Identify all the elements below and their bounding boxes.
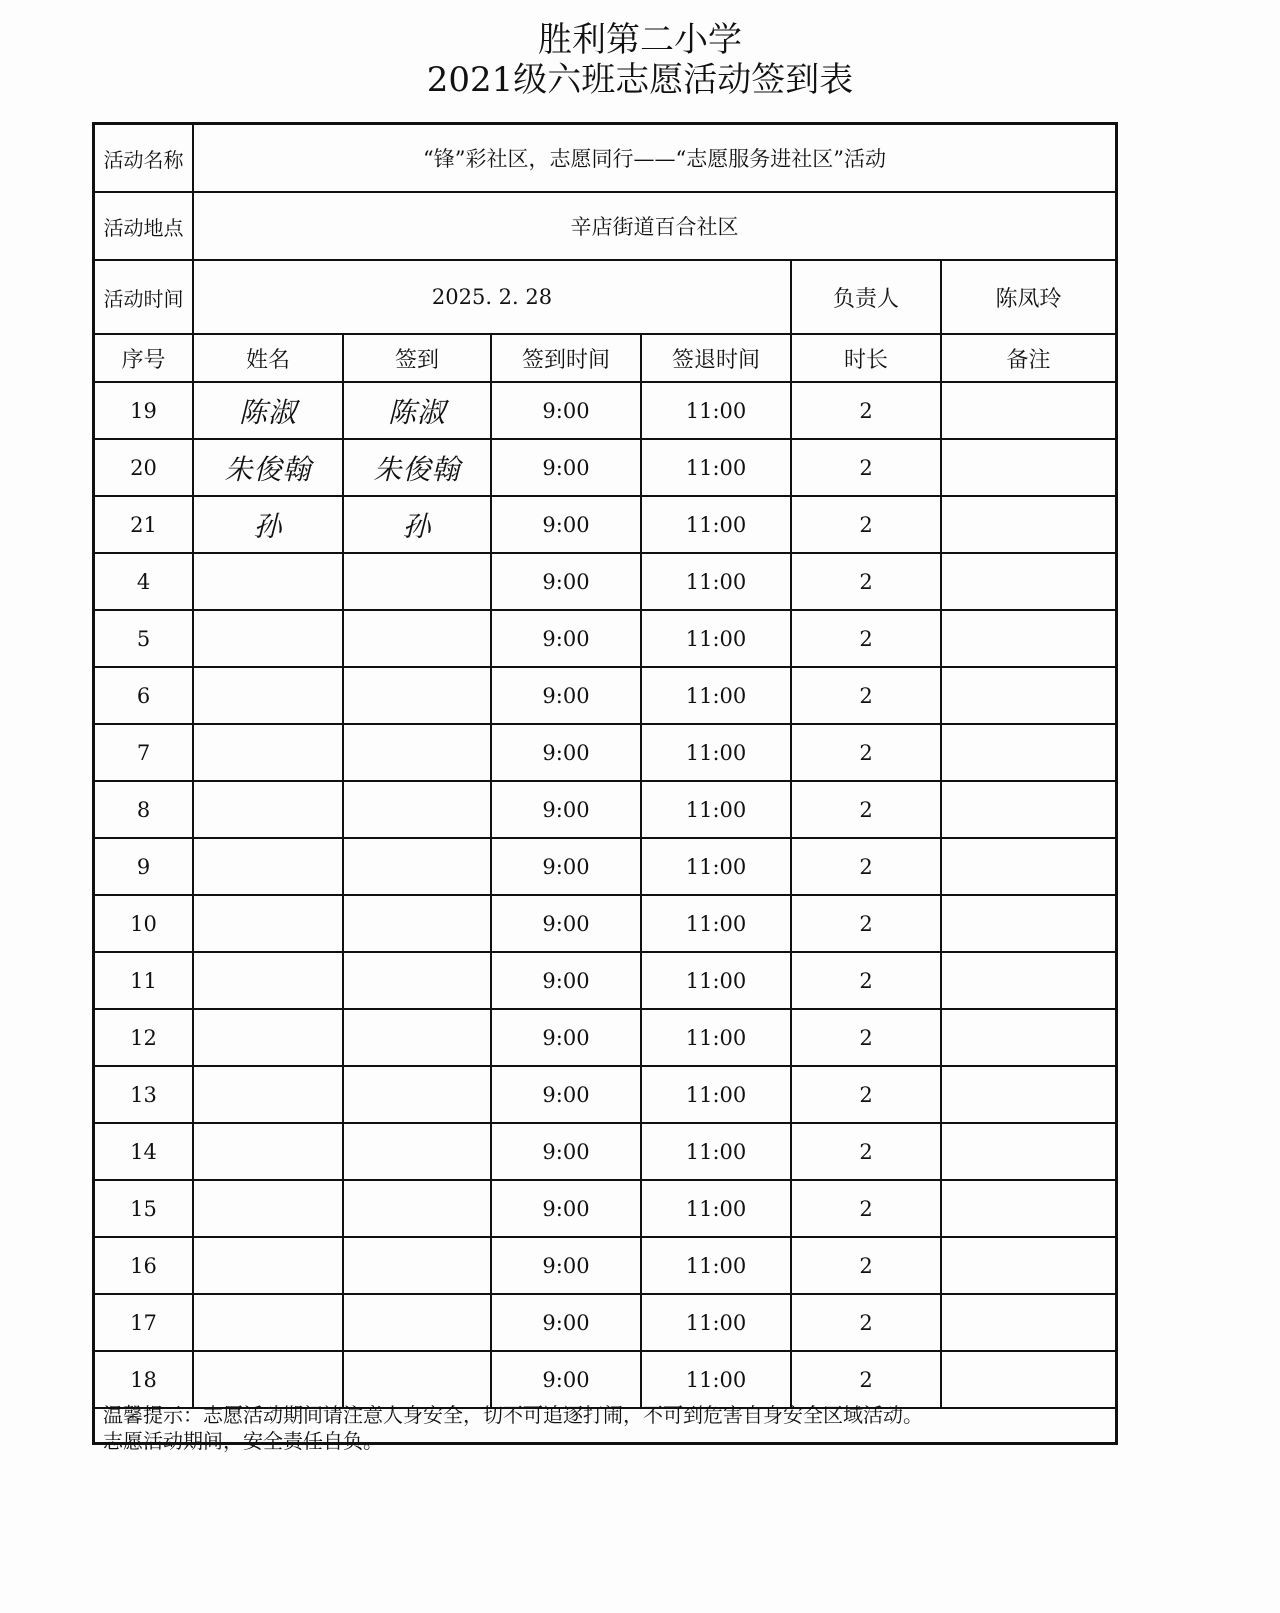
cell-no: 14 xyxy=(95,1123,193,1180)
activity-location-row xyxy=(95,192,1115,260)
cell-note xyxy=(941,895,1115,952)
cell-checkout-time: 11:00 xyxy=(641,1351,791,1408)
table-row xyxy=(95,1009,1115,1066)
cell-no: 16 xyxy=(95,1237,193,1294)
cell-checkout-time: 11:00 xyxy=(641,895,791,952)
col-header-duration: 时长 xyxy=(791,334,941,382)
cell-note xyxy=(941,1180,1115,1237)
cell-name xyxy=(193,667,343,724)
cell-signature xyxy=(343,724,491,781)
cell-duration: 2 xyxy=(791,952,941,1009)
cell-signature xyxy=(343,838,491,895)
cell-name xyxy=(193,1237,343,1294)
table-row xyxy=(95,1237,1115,1294)
cell-duration: 2 xyxy=(791,610,941,667)
cell-name xyxy=(193,1180,343,1237)
cell-signature: 孙 xyxy=(343,496,491,553)
table-row xyxy=(95,610,1115,667)
table-row xyxy=(95,667,1115,724)
cell-duration: 2 xyxy=(791,1237,941,1294)
leader-value: 陈凤玲 xyxy=(941,260,1115,334)
cell-no: 5 xyxy=(95,610,193,667)
cell-checkout-time: 11:00 xyxy=(641,1009,791,1066)
leader-label: 负责人 xyxy=(791,260,941,334)
cell-name xyxy=(193,781,343,838)
cell-name xyxy=(193,1294,343,1351)
cell-checkout-time: 11:00 xyxy=(641,838,791,895)
cell-checkout-time: 11:00 xyxy=(641,724,791,781)
table-row xyxy=(95,382,1115,439)
cell-duration: 2 xyxy=(791,1180,941,1237)
cell-checkin-time: 9:00 xyxy=(491,724,641,781)
cell-no: 7 xyxy=(95,724,193,781)
cell-signature xyxy=(343,1294,491,1351)
cell-no: 20 xyxy=(95,439,193,496)
cell-checkout-time: 11:00 xyxy=(641,1180,791,1237)
cell-duration: 2 xyxy=(791,667,941,724)
cell-signature: 陈淑 xyxy=(343,382,491,439)
col-header-checkin-time: 签到时间 xyxy=(491,334,641,382)
table-row xyxy=(95,895,1115,952)
cell-note xyxy=(941,667,1115,724)
cell-checkin-time: 9:00 xyxy=(491,610,641,667)
safety-notice xyxy=(103,1402,923,1454)
cell-signature xyxy=(343,667,491,724)
safety-notice-line-2: 志愿活动期间，安全责任自负。 xyxy=(103,1429,383,1453)
cell-note xyxy=(941,1294,1115,1351)
cell-no: 11 xyxy=(95,952,193,1009)
cell-signature xyxy=(343,610,491,667)
cell-note xyxy=(941,439,1115,496)
cell-signature xyxy=(343,781,491,838)
table-row xyxy=(95,1066,1115,1123)
cell-duration: 2 xyxy=(791,496,941,553)
cell-checkout-time: 11:00 xyxy=(641,382,791,439)
cell-duration: 2 xyxy=(791,1066,941,1123)
col-header-sign: 签到 xyxy=(343,334,491,382)
cell-signature xyxy=(343,952,491,1009)
table-row xyxy=(95,553,1115,610)
cell-checkin-time: 9:00 xyxy=(491,382,641,439)
cell-checkout-time: 11:00 xyxy=(641,667,791,724)
cell-note xyxy=(941,610,1115,667)
cell-signature xyxy=(343,1123,491,1180)
cell-signature xyxy=(343,895,491,952)
cell-checkin-time: 9:00 xyxy=(491,952,641,1009)
cell-no: 8 xyxy=(95,781,193,838)
cell-name: 陈淑 xyxy=(193,382,343,439)
school-name: 胜利第二小学 xyxy=(538,20,742,60)
cell-checkout-time: 11:00 xyxy=(641,952,791,1009)
cell-note xyxy=(941,952,1115,1009)
cell-checkin-time: 9:00 xyxy=(491,838,641,895)
cell-no: 17 xyxy=(95,1294,193,1351)
cell-no: 15 xyxy=(95,1180,193,1237)
table-row xyxy=(95,1123,1115,1180)
table-row xyxy=(95,439,1115,496)
cell-checkin-time: 9:00 xyxy=(491,781,641,838)
signin-sheet xyxy=(92,122,1118,1453)
cell-name xyxy=(193,553,343,610)
cell-checkout-time: 11:00 xyxy=(641,553,791,610)
cell-note xyxy=(941,724,1115,781)
cell-checkin-time: 9:00 xyxy=(491,1351,641,1408)
table-row xyxy=(95,838,1115,895)
cell-no: 4 xyxy=(95,553,193,610)
cell-signature xyxy=(343,1180,491,1237)
cell-checkin-time: 9:00 xyxy=(491,439,641,496)
cell-name xyxy=(193,895,343,952)
cell-checkout-time: 11:00 xyxy=(641,1294,791,1351)
cell-note xyxy=(941,1009,1115,1066)
cell-note xyxy=(941,781,1115,838)
col-header-note: 备注 xyxy=(941,334,1115,382)
activity-time-row xyxy=(95,260,1115,334)
cell-signature xyxy=(343,1237,491,1294)
cell-no: 21 xyxy=(95,496,193,553)
cell-duration: 2 xyxy=(791,838,941,895)
cell-duration: 2 xyxy=(791,1123,941,1180)
activity-name-value: “锋”彩社区，志愿同行——“志愿服务进社区”活动 xyxy=(193,125,1115,192)
cell-no: 10 xyxy=(95,895,193,952)
cell-checkin-time: 9:00 xyxy=(491,1180,641,1237)
cell-name xyxy=(193,952,343,1009)
cell-checkin-time: 9:00 xyxy=(491,895,641,952)
activity-time-value: 2025. 2. 28 xyxy=(193,260,791,334)
cell-name: 朱俊翰 xyxy=(193,439,343,496)
cell-name xyxy=(193,1066,343,1123)
col-header-checkout-time: 签退时间 xyxy=(641,334,791,382)
cell-no: 18 xyxy=(95,1351,193,1408)
cell-signature xyxy=(343,1066,491,1123)
safety-notice-line-1: 温馨提示：志愿活动期间请注意人身安全，切不可追逐打闹，不可到危害自身安全区域活动。 xyxy=(103,1403,923,1427)
cell-checkout-time: 11:00 xyxy=(641,1066,791,1123)
cell-no: 6 xyxy=(95,667,193,724)
cell-note xyxy=(941,1066,1115,1123)
activity-location-value: 辛店街道百合社区 xyxy=(193,192,1115,260)
cell-note xyxy=(941,553,1115,610)
cell-name: 孙 xyxy=(193,496,343,553)
cell-checkout-time: 11:00 xyxy=(641,610,791,667)
col-header-no: 序号 xyxy=(95,334,193,382)
cell-duration: 2 xyxy=(791,1009,941,1066)
table-row xyxy=(95,1180,1115,1237)
activity-time-label: 活动时间 xyxy=(95,260,193,334)
cell-note xyxy=(941,496,1115,553)
table-row xyxy=(95,1351,1115,1408)
activity-name-label: 活动名称 xyxy=(95,125,193,192)
cell-note xyxy=(941,1237,1115,1294)
table-row xyxy=(95,952,1115,1009)
cell-checkout-time: 11:00 xyxy=(641,1237,791,1294)
cell-checkin-time: 9:00 xyxy=(491,667,641,724)
cell-signature xyxy=(343,1351,491,1408)
cell-signature: 朱俊翰 xyxy=(343,439,491,496)
cell-name xyxy=(193,610,343,667)
cell-checkout-time: 11:00 xyxy=(641,1123,791,1180)
cell-no: 9 xyxy=(95,838,193,895)
cell-duration: 2 xyxy=(791,724,941,781)
cell-duration: 2 xyxy=(791,382,941,439)
table-row xyxy=(95,496,1115,553)
cell-name xyxy=(193,1009,343,1066)
table-row xyxy=(95,781,1115,838)
cell-checkout-time: 11:00 xyxy=(641,439,791,496)
table-row xyxy=(95,724,1115,781)
cell-checkin-time: 9:00 xyxy=(491,1009,641,1066)
activity-location-label: 活动地点 xyxy=(95,192,193,260)
cell-no: 12 xyxy=(95,1009,193,1066)
table-row xyxy=(95,1294,1115,1351)
cell-duration: 2 xyxy=(791,895,941,952)
cell-checkin-time: 9:00 xyxy=(491,1066,641,1123)
signin-table xyxy=(95,125,1115,1409)
cell-note xyxy=(941,838,1115,895)
cell-name xyxy=(193,838,343,895)
column-header-row xyxy=(95,334,1115,382)
cell-name xyxy=(193,1123,343,1180)
cell-note xyxy=(941,382,1115,439)
cell-checkin-time: 9:00 xyxy=(491,496,641,553)
cell-checkin-time: 9:00 xyxy=(491,1123,641,1180)
cell-note xyxy=(941,1351,1115,1408)
cell-duration: 2 xyxy=(791,553,941,610)
cell-duration: 2 xyxy=(791,1351,941,1408)
cell-duration: 2 xyxy=(791,439,941,496)
cell-checkin-time: 9:00 xyxy=(491,1294,641,1351)
cell-duration: 2 xyxy=(791,781,941,838)
cell-no: 19 xyxy=(95,382,193,439)
cell-note xyxy=(941,1123,1115,1180)
cell-checkout-time: 11:00 xyxy=(641,496,791,553)
cell-checkin-time: 9:00 xyxy=(491,1237,641,1294)
cell-name xyxy=(193,1351,343,1408)
sheet-title: 2021级六班志愿活动签到表 xyxy=(426,60,854,100)
cell-duration: 2 xyxy=(791,1294,941,1351)
activity-name-row xyxy=(95,125,1115,192)
col-header-name: 姓名 xyxy=(193,334,343,382)
cell-signature xyxy=(343,1009,491,1066)
cell-signature xyxy=(343,553,491,610)
cell-name xyxy=(193,724,343,781)
cell-checkout-time: 11:00 xyxy=(641,781,791,838)
cell-no: 13 xyxy=(95,1066,193,1123)
cell-checkin-time: 9:00 xyxy=(491,553,641,610)
